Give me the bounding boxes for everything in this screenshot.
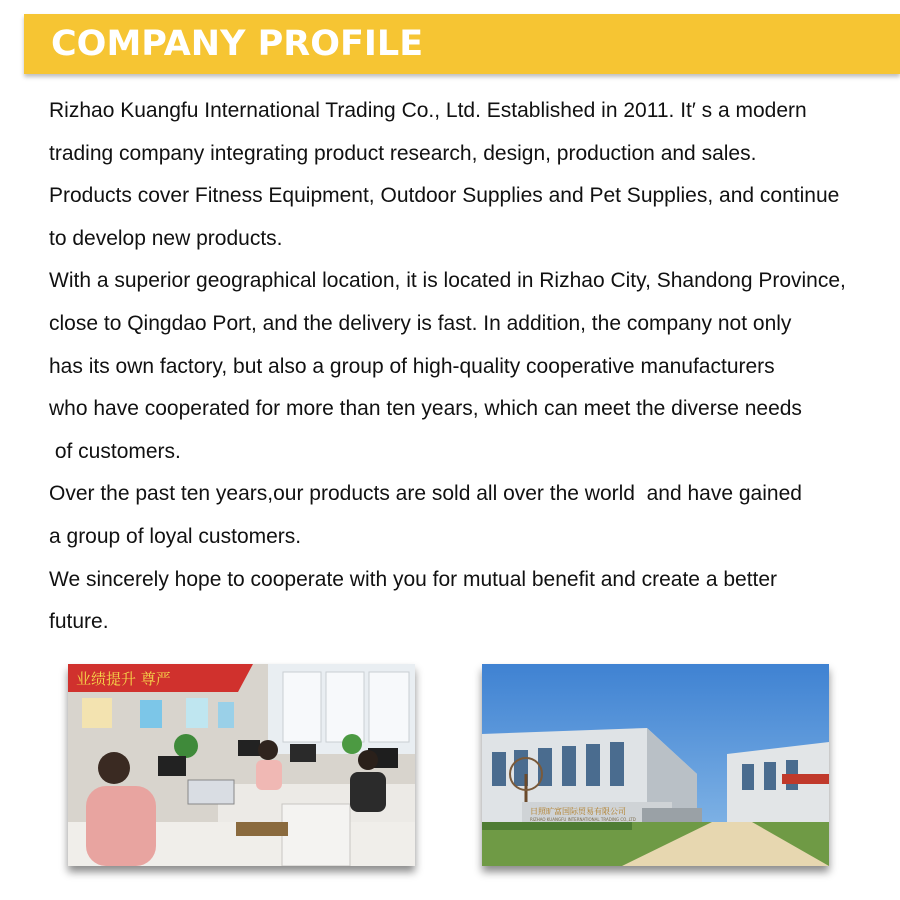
factory-sign-subtext: RIZHAO KUANGFU INTERNATIONAL TRADING CO.,LTD [530,817,636,822]
factory-photo [482,664,829,866]
profile-line: a group of loyal customers. [49,524,302,548]
profile-line: We sincerely hope to cooperate with you for mutual benefit and create a better [49,567,778,591]
company-profile-text [49,90,864,644]
office-photo [68,664,415,866]
profile-line: With a superior geographical location, it is located in Rizhao City, Shandong Province, [49,269,846,293]
profile-line: to develop new products. [49,226,283,250]
page-title: COMPANY PROFILE [51,24,424,64]
profile-line: of customers. [49,439,181,463]
office-illustration [68,664,415,866]
profile-line: trading company integrating product research, design, production and sales. [49,141,757,165]
office-banner-text: 业绩提升 尊严 [76,670,171,688]
profile-line: Rizhao Kuangfu International Trading Co., Ltd. Established in 2011. It′ s a modern [49,99,807,122]
title-banner [24,14,900,74]
profile-line: future. [49,610,109,634]
profile-line: has its own factory, but also a group of high-quality cooperative manufacturers [49,354,775,378]
profile-line: Products cover Fitness Equipment, Outdoor Supplies and Pet Supplies, and continue [49,184,840,208]
profile-line: close to Qingdao Port, and the delivery is fast. In addition, the company not only [49,311,792,335]
factory-illustration [482,664,829,866]
profile-line: who have cooperated for more than ten years, which can meet the diverse needs [49,397,802,421]
factory-sign-text: 日照旷富国际贸易有限公司 [530,807,626,816]
profile-line: Over the past ten years,our products are sold all over the world and have gained [49,482,802,506]
